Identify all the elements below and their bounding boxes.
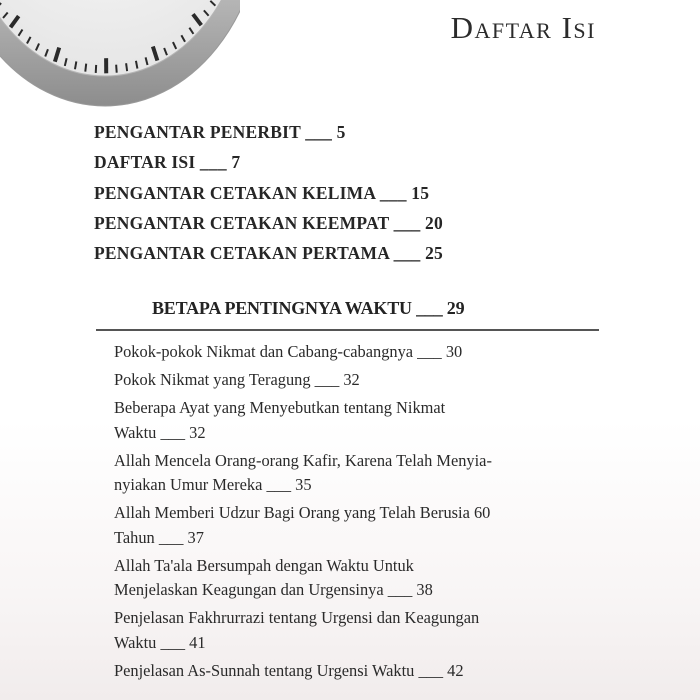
toc-subentry-line: Pokok Nikmat yang Teragung ___ 32 — [114, 370, 360, 389]
toc-subentry[interactable] — [114, 501, 674, 550]
section-divider — [96, 329, 599, 331]
toc-subentry-line: Penjelasan Fakhrurrazi tentang Urgensi dan Keagungan — [114, 608, 480, 627]
toc-subentry[interactable] — [114, 659, 674, 684]
toc-subentry-line: Waktu ___ 41 — [114, 632, 206, 652]
toc-subentry[interactable] — [114, 368, 674, 393]
clock-minute-tick — [126, 63, 127, 71]
front-matter-list — [94, 117, 443, 268]
section-heading[interactable]: BETAPA PENTINGNYA WAKTU ___ 29 — [152, 298, 465, 318]
toc-subentry[interactable] — [114, 396, 674, 445]
toc-subentry-line: Beberapa Ayat yang Menyebutkan tentang Nikmat — [114, 398, 446, 417]
toc-subentry[interactable] — [114, 554, 674, 603]
toc-entry[interactable]: PENGANTAR CETAKAN KELIMA ___ 15 — [94, 182, 430, 203]
toc-entry[interactable]: PENGANTAR PENERBIT ___ 5 — [94, 122, 346, 142]
toc-subentry-line: nyiakan Umur Mereka ___ 35 — [114, 475, 312, 494]
toc-subentry-line: Allah Memberi Udzur Bagi Orang yang Telah Berusia 60 — [114, 503, 491, 522]
section-entry-list — [114, 340, 674, 687]
toc-subentry-line: Allah Mencela Orang-orang Kafir, Karena Telah Menyia- — [114, 450, 492, 470]
clock-icon — [0, 0, 240, 110]
clock-minute-tick — [75, 61, 76, 69]
toc-entry[interactable]: DAFTAR ISI ___ 7 — [94, 152, 241, 173]
toc-subentry[interactable] — [114, 340, 674, 365]
toc-subentry-line: Menjelaskan Keagungan dan Urgensinya ___ 38 — [114, 580, 433, 599]
page-title: Daftar Isi — [450, 10, 596, 45]
toc-subentry[interactable] — [114, 449, 674, 498]
toc-subentry-line: Allah Ta'ala Bersumpah dengan Waktu Untuk — [114, 555, 414, 575]
clock-minute-tick — [116, 65, 117, 73]
clock-illustration — [0, 0, 240, 110]
toc-subentry-line: Penjelasan As-Sunnah tentang Urgensi Waktu ___ 42 — [114, 660, 464, 680]
toc-subentry-line: Waktu ___ 32 — [114, 422, 206, 442]
toc-subentry-line: Pokok-pokok Nikmat dan Cabang-cabangnya ___ 30 — [114, 342, 463, 361]
clock-minute-tick — [85, 64, 86, 72]
toc-entry[interactable]: PENGANTAR CETAKAN PERTAMA ___ 25 — [94, 243, 443, 264]
toc-subentry[interactable] — [114, 606, 674, 655]
toc-subentry-line: Tahun ___ 37 — [114, 527, 204, 547]
toc-entry[interactable]: PENGANTAR CETAKAN KEEMPAT ___ 20 — [94, 212, 443, 233]
